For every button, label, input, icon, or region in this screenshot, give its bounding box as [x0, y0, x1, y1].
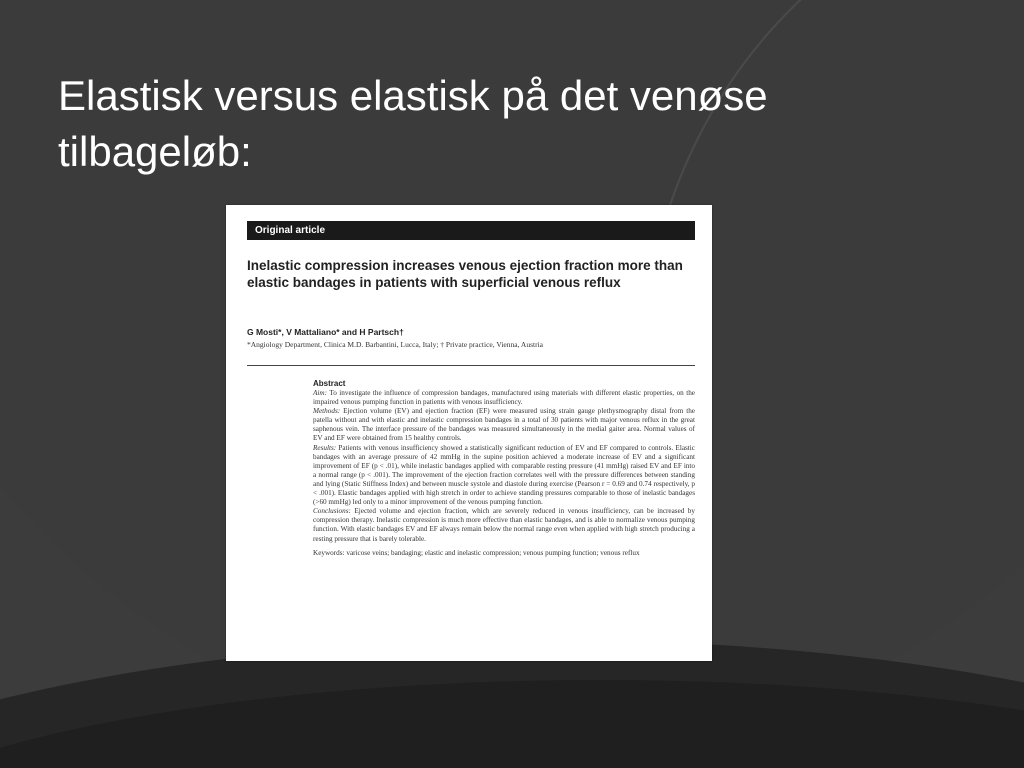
article-section-label: Original article — [247, 221, 695, 240]
abstract-results-label: Results: — [313, 443, 337, 452]
article-title: Inelastic compression increases venous ejection fraction more than elastic bandages in patients with superficial venous reflux — [247, 258, 683, 290]
article-divider — [247, 365, 695, 366]
article-image — [226, 205, 712, 661]
abstract-aim-text: To investigate the influence of compression bandages, manufactured using materials with different elastic properties, on the impaired venous pumping function in patients with venous insufficiency. — [313, 389, 695, 407]
abstract-conclusions — [313, 507, 695, 543]
abstract-results-text: Patients with venous insufficiency showed a statistically significant reduction of EV and EF compared to controls. Elastic bandages with an average pressure of 42 mmHg in the supine position achieved a moderate increase of EV and a significant improvement of EF (p < .01), while inelastic bandages applied with comparable resting pressure (41 mmHg) raised EV and EF into a normal range (p < .001). The improvement of the ejection fraction correlates well with the pressure differences between standing and lying (Static Stiffness Index) and between muscle systole and diastole during exercise (Pearson r = 0.69 and 0.74 respectively, p < .001). Elastic bandages applied with high stretch in order to achieve standing pressures comparable to those of inelastic bandages (>60 mmHg) led only to a minor improvement of the venous pumping function. — [313, 443, 695, 507]
article-abstract — [313, 379, 695, 558]
abstract-keywords — [313, 549, 695, 558]
abstract-methods-text: Ejection volume (EV) and ejection fraction (EF) were measured using strain gauge plethysmography distal from the patella without and with elastic and inelastic compression bandages in a total of 30 patients with major venous reflux in the great saphenous vein. The interface pressure of the bandages was measured simultaneously in the medial gaiter area. Normal values of EV and EF were obtained from 15 healthy controls. — [313, 407, 695, 443]
abstract-aim — [313, 389, 695, 407]
article-affiliation: *Angiology Department, Clinica M.D. Barbantini, Lucca, Italy; † Private practice, Vienna, Austria — [247, 340, 543, 349]
abstract-heading: Abstract — [313, 379, 346, 388]
abstract-methods — [313, 407, 695, 443]
abstract-conclusions-label: Conclusions: — [313, 507, 351, 516]
abstract-keywords-text: varicose veins; bandaging; elastic and inelastic compression; venous pumping function; venous reflux — [344, 548, 640, 557]
slide-title: Elastisk versus elastisk på det venøse tilbageløb: — [58, 72, 768, 176]
abstract-aim-label: Aim: — [313, 389, 327, 397]
abstract-results — [313, 444, 695, 508]
abstract-conclusions-text: Ejected volume and ejection fraction, which are severely reduced in venous insufficiency, can be increased by compression therapy. Inelastic compression is much more effective than elastic bandages, and is able to normalize venous pumping function. With elastic bandages EV and EF always remain below the normal range even when applied with high stretch producing a resting pressure that is barely tolerable. — [313, 507, 695, 543]
article-authors: G Mosti*, V Mattaliano* and H Partsch† — [247, 327, 404, 337]
abstract-methods-label: Methods: — [313, 407, 341, 416]
abstract-keywords-label: Keywords: — [313, 548, 345, 557]
